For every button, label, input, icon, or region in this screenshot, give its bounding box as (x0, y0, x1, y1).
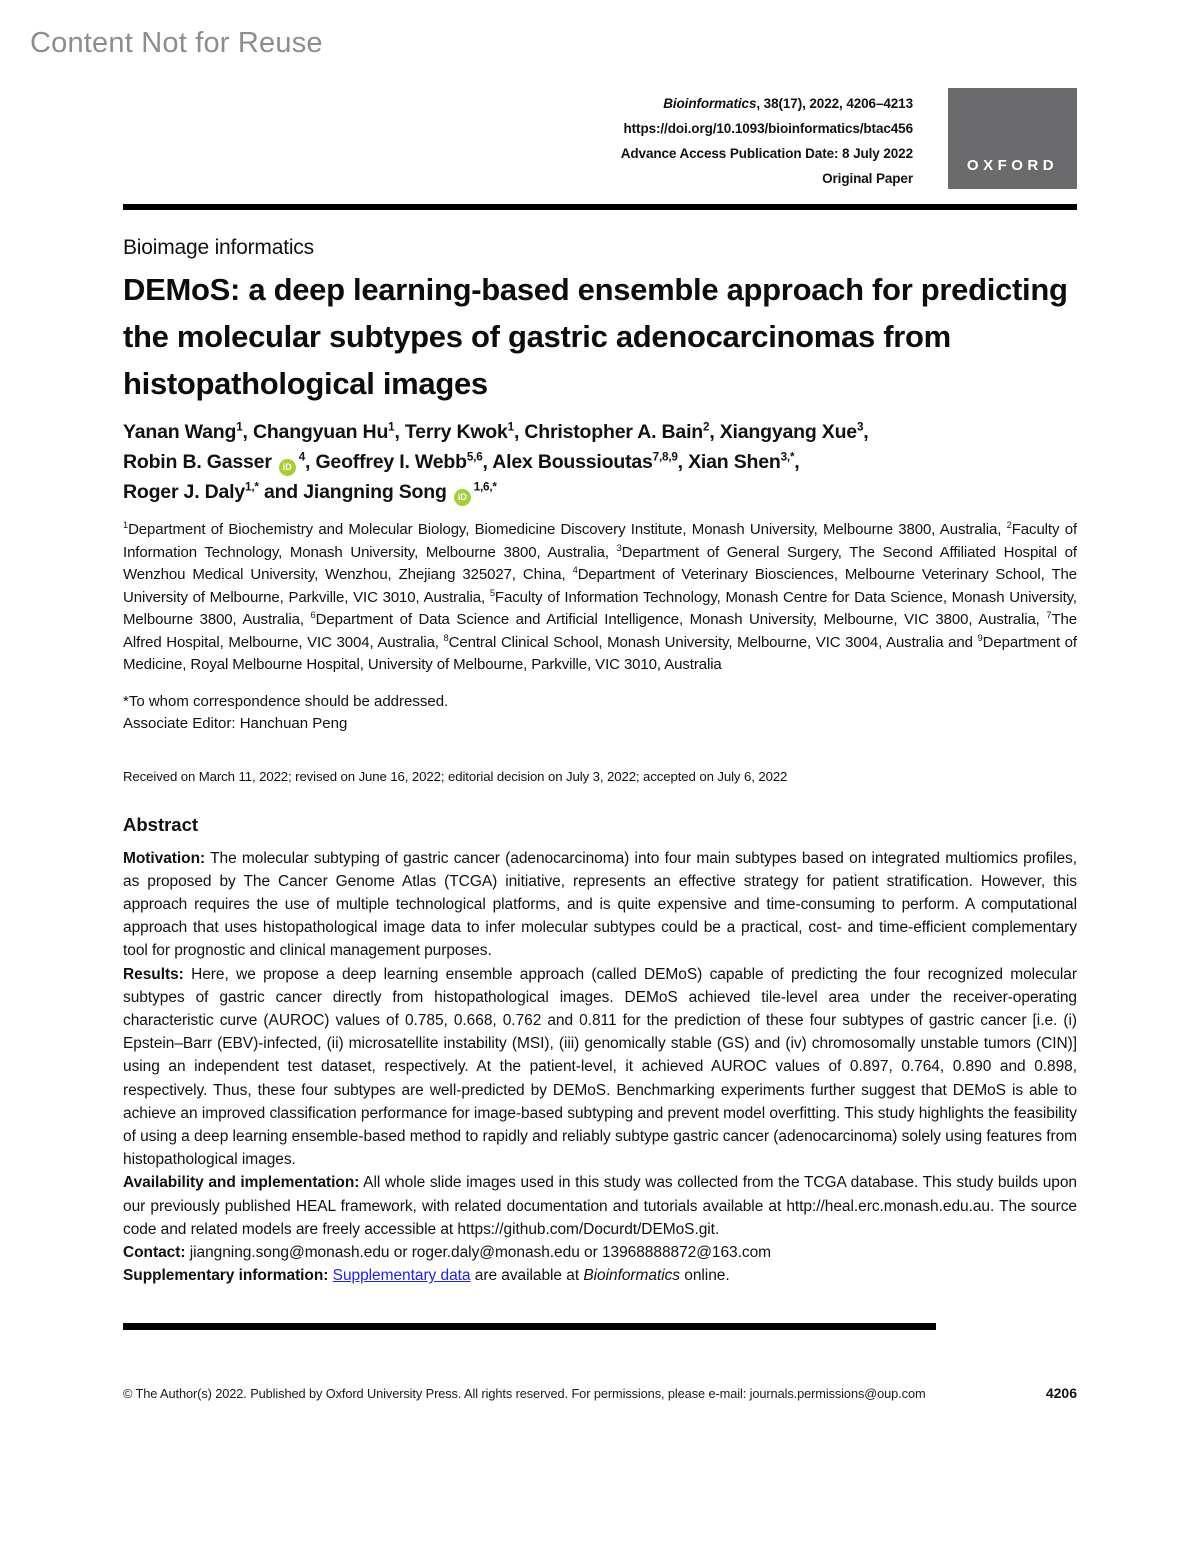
author-line: Yanan Wang$^1$, Changyuan Hu$^1$, Terry Kwok$^1$, Christopher A. Bain$^2$, Xiangyang Xue$^3$, (123, 420, 869, 443)
author-name: Changyuan Hu (252, 421, 389, 443)
citation-block (621, 91, 913, 191)
abstract-contact (123, 1241, 1077, 1264)
supplementary-data-link[interactable]: Supplementary data (332, 1267, 471, 1285)
author-affiliation-superscript: 1 (507, 420, 514, 434)
authors-block (123, 417, 1077, 507)
affiliation-superscript: 4 (572, 565, 578, 575)
author-affiliation-superscript: 2 (703, 420, 710, 434)
abstract-heading: Abstract (123, 813, 199, 835)
affiliation-superscript: 3 (616, 542, 622, 553)
supplementary-mid-text: are available at (474, 1267, 580, 1285)
correspondence-note: *To whom correspondence should be addressed. (123, 692, 449, 710)
availability-label: Availability and implementation: (123, 1174, 360, 1192)
section-label: Bioimage informatics (123, 236, 314, 259)
abstract-availability (123, 1171, 1077, 1241)
author-affiliation-superscript: 3,* (780, 450, 795, 464)
author-affiliation-superscript: 3 (856, 420, 864, 434)
abstract-motivation (123, 847, 1077, 963)
affiliation-text: Department of General Surgery, The Second Affiliated Hospital of Wenzhou Medical University, Wenzhou, Zhejiang 325027, China, (123, 543, 1077, 583)
supplementary-end-text: online. (684, 1267, 730, 1285)
orcid-icon[interactable]: iD (279, 459, 296, 476)
author-line: Roger J. Daly$^{1,*}$ and Jiangning Song $iD^{1,6,*}$ (123, 477, 1077, 507)
oxford-university-press-logo: OXFORD (948, 88, 1077, 189)
availability-text: All whole slide images used in this study was collected from the TCGA database. This study builds upon our previously published HEAL framework, with related documentation and tutorials available at http://heal.erc.monash.edu.au. The source code and related models are freely accessible at https://github.com/Docurdt/DEMoS.git. (123, 1174, 1077, 1238)
results-text: Here, we propose a deep learning ensemble approach (called DEMoS) capable of predicting the four recognized molecular subtypes of gastric cancer directly from histopathological images. DEMoS achieved tile-level area under the receiver-operating characteristic curve (AUROC) values of 0.785, 0.668, 0.762 and 0.811 for the prediction of these four subtypes of gastric cancer [i.e. (i) Epstein–Barr (EBV)-infected, (ii) microsatellite instability (MSI), (iii) genomically stable (GS) and (iv) chromosomally unstable tumors (CIN)] using an independent test dataset, respectively. At the patient-level, it achieved AUROC values of 0.897, 0.764, 0.890 and 0.898, respectively. Thus, these four subtypes are well-predicted by DEMoS. Benchmarking experiments further suggest that DEMoS is able to achieve an improved classification performance for image-based subtyping and prevent model overfitting. This study highlights the feasibility of using a deep learning ensemble-based method to rapidly and reliably subtype gastric cancer (adenocarcinoma) solely using features from histopathological images. (123, 965, 1077, 1169)
top-rule-divider (123, 204, 1077, 210)
affiliation-text: Department of Medicine, Royal Melbourne Hospital, University of Melbourne, Parkville, VIC 3010, Australia (123, 633, 1077, 673)
paper-type-label: Original Paper (822, 171, 913, 186)
received-dates-line: Received on March 11, 2022; revised on June 16, 2022; editorial decision on July 3, 2022; accepted on July 6, 2022 (123, 768, 788, 784)
affiliation-text: The Alfred Hospital, Melbourne, VIC 3004, Australia, (123, 611, 1078, 651)
author-name: Roger J. Daly (123, 481, 246, 503)
abstract-body (123, 847, 1077, 1288)
journal-name: Bioinformatics (663, 96, 757, 111)
contact-label: Contact: (123, 1243, 186, 1261)
affiliation-text: Faculty of Information Technology, Monash Centre for Data Science, Monash University, Melbourne 3800, Australia, (123, 588, 1077, 628)
page-footer (123, 1385, 1077, 1401)
affiliation-superscript: 6 (310, 610, 316, 620)
affiliation-text: Department of Data Science and Artificial Intelligence, Monash University, Melbourne, VIC 3800, Australia, (315, 611, 1047, 628)
author-name: Alex Boussioutas (492, 451, 653, 473)
affiliation-superscript: 5 (489, 587, 495, 598)
content-not-for-reuse-watermark: Content Not for Reuse (30, 27, 323, 59)
affiliations (123, 519, 1077, 677)
author-name: Robin B. Gasser (123, 451, 272, 473)
abstract-supplementary (123, 1264, 1077, 1287)
affiliation-text: Department of Veterinary Biosciences, Melbourne Veterinary School, The University of Melbourne, Parkville, VIC 3010, Australia, (123, 566, 1077, 606)
contact-text: jiangning.song@monash.edu or roger.daly@monash.edu or 13968888872@163.com (189, 1243, 772, 1261)
author-affiliation-superscript: 7,8,9 (652, 450, 678, 464)
abstract-results (123, 963, 1077, 1172)
author-affiliation-superscript: 1,* (245, 480, 259, 494)
affiliation-text: Faculty of Information Technology, Monash University, Melbourne 3800, Australia, (123, 521, 1078, 561)
author-name: Terry Kwok (404, 421, 508, 443)
author-affiliation-superscript: 5,6 (466, 450, 483, 464)
supplementary-label: Supplementary information: (123, 1267, 329, 1285)
affiliation-superscript: 9 (977, 632, 983, 643)
motivation-text: The molecular subtyping of gastric cancer (adenocarcinoma) into four main subtypes based on integrated multiomics profiles, as proposed by The Cancer Genome Atlas (TCGA) initiative, represents an effective strategy for patient stratification. However, this approach requires the use of multiple technological platforms, and is quite expensive and time-consuming to perform. A computational approach that uses histopathological image data to infer molecular subtypes could be a practical, cost- and time-efficient complementary tool for prognostic and clinical management purposes. (123, 849, 1077, 960)
affiliation-text: Central Clinical School, Monash University, Melbourne, VIC 3004, Australia and (448, 633, 978, 651)
affiliation-superscript: 8 (443, 632, 449, 643)
author-affiliation-superscript: 1 (388, 420, 395, 434)
page-title: DEMoS: a deep learning-based ensemble approach for predicting the molecular subtypes of gastric adenocarcinomas from histopathological images (123, 272, 1068, 401)
author-name: Geoffrey I. Webb (315, 451, 467, 473)
results-label: Results: (123, 965, 184, 983)
bottom-rule-divider (123, 1323, 936, 1330)
affiliation-superscript: 7 (1046, 610, 1052, 620)
footer-copyright: © The Author(s) 2022. Published by Oxford University Press. All rights reserved. For permissions, please e-mail: journals.permissions@oup.com (123, 1386, 926, 1402)
page-number: 4206 (1045, 1385, 1077, 1402)
citation-line (621, 91, 913, 116)
author-name: Xian Shen (688, 451, 781, 473)
author-name: Xiangyang Xue (719, 421, 857, 443)
orcid-icon[interactable]: iD (454, 489, 471, 506)
affiliation-superscript: 2 (1006, 520, 1012, 530)
citation-volume-pages: , 38(17), 2022, 4206–4213 (756, 96, 913, 111)
author-affiliation-superscript: 1,6,* (473, 480, 497, 494)
affiliation-superscript: 1 (123, 520, 129, 530)
affiliation-text: Department of Biochemistry and Molecular Biology, Biomedicine Discovery Institute, Monash University, Melbourne 3800, Australia, (128, 521, 1007, 538)
author-affiliation-superscript: 4 (298, 450, 306, 464)
article-page (123, 0, 1077, 1401)
associate-editor-line: Associate Editor: Hanchuan Peng (123, 714, 348, 732)
motivation-label: Motivation: (123, 849, 206, 867)
author-name: Yanan Wang (123, 421, 237, 443)
doi-line: https://doi.org/10.1093/bioinformatics/btac456 (623, 121, 913, 136)
author-name: Christopher A. Bain (524, 421, 703, 443)
author-line: Robin B. Gasser $iD^4$, Geoffrey I. Webb$^{5,6}$, Alex Boussioutas$^{7,8,9}$, Xian Shen$^{3,*}$, (123, 447, 1077, 477)
author-affiliation-superscript: 1 (236, 420, 243, 434)
supplementary-journal-name: Bioinformatics (583, 1267, 680, 1285)
author-name: Jiangning Song (303, 481, 447, 503)
advance-access-line: Advance Access Publication Date: 8 July 2022 (620, 146, 913, 161)
